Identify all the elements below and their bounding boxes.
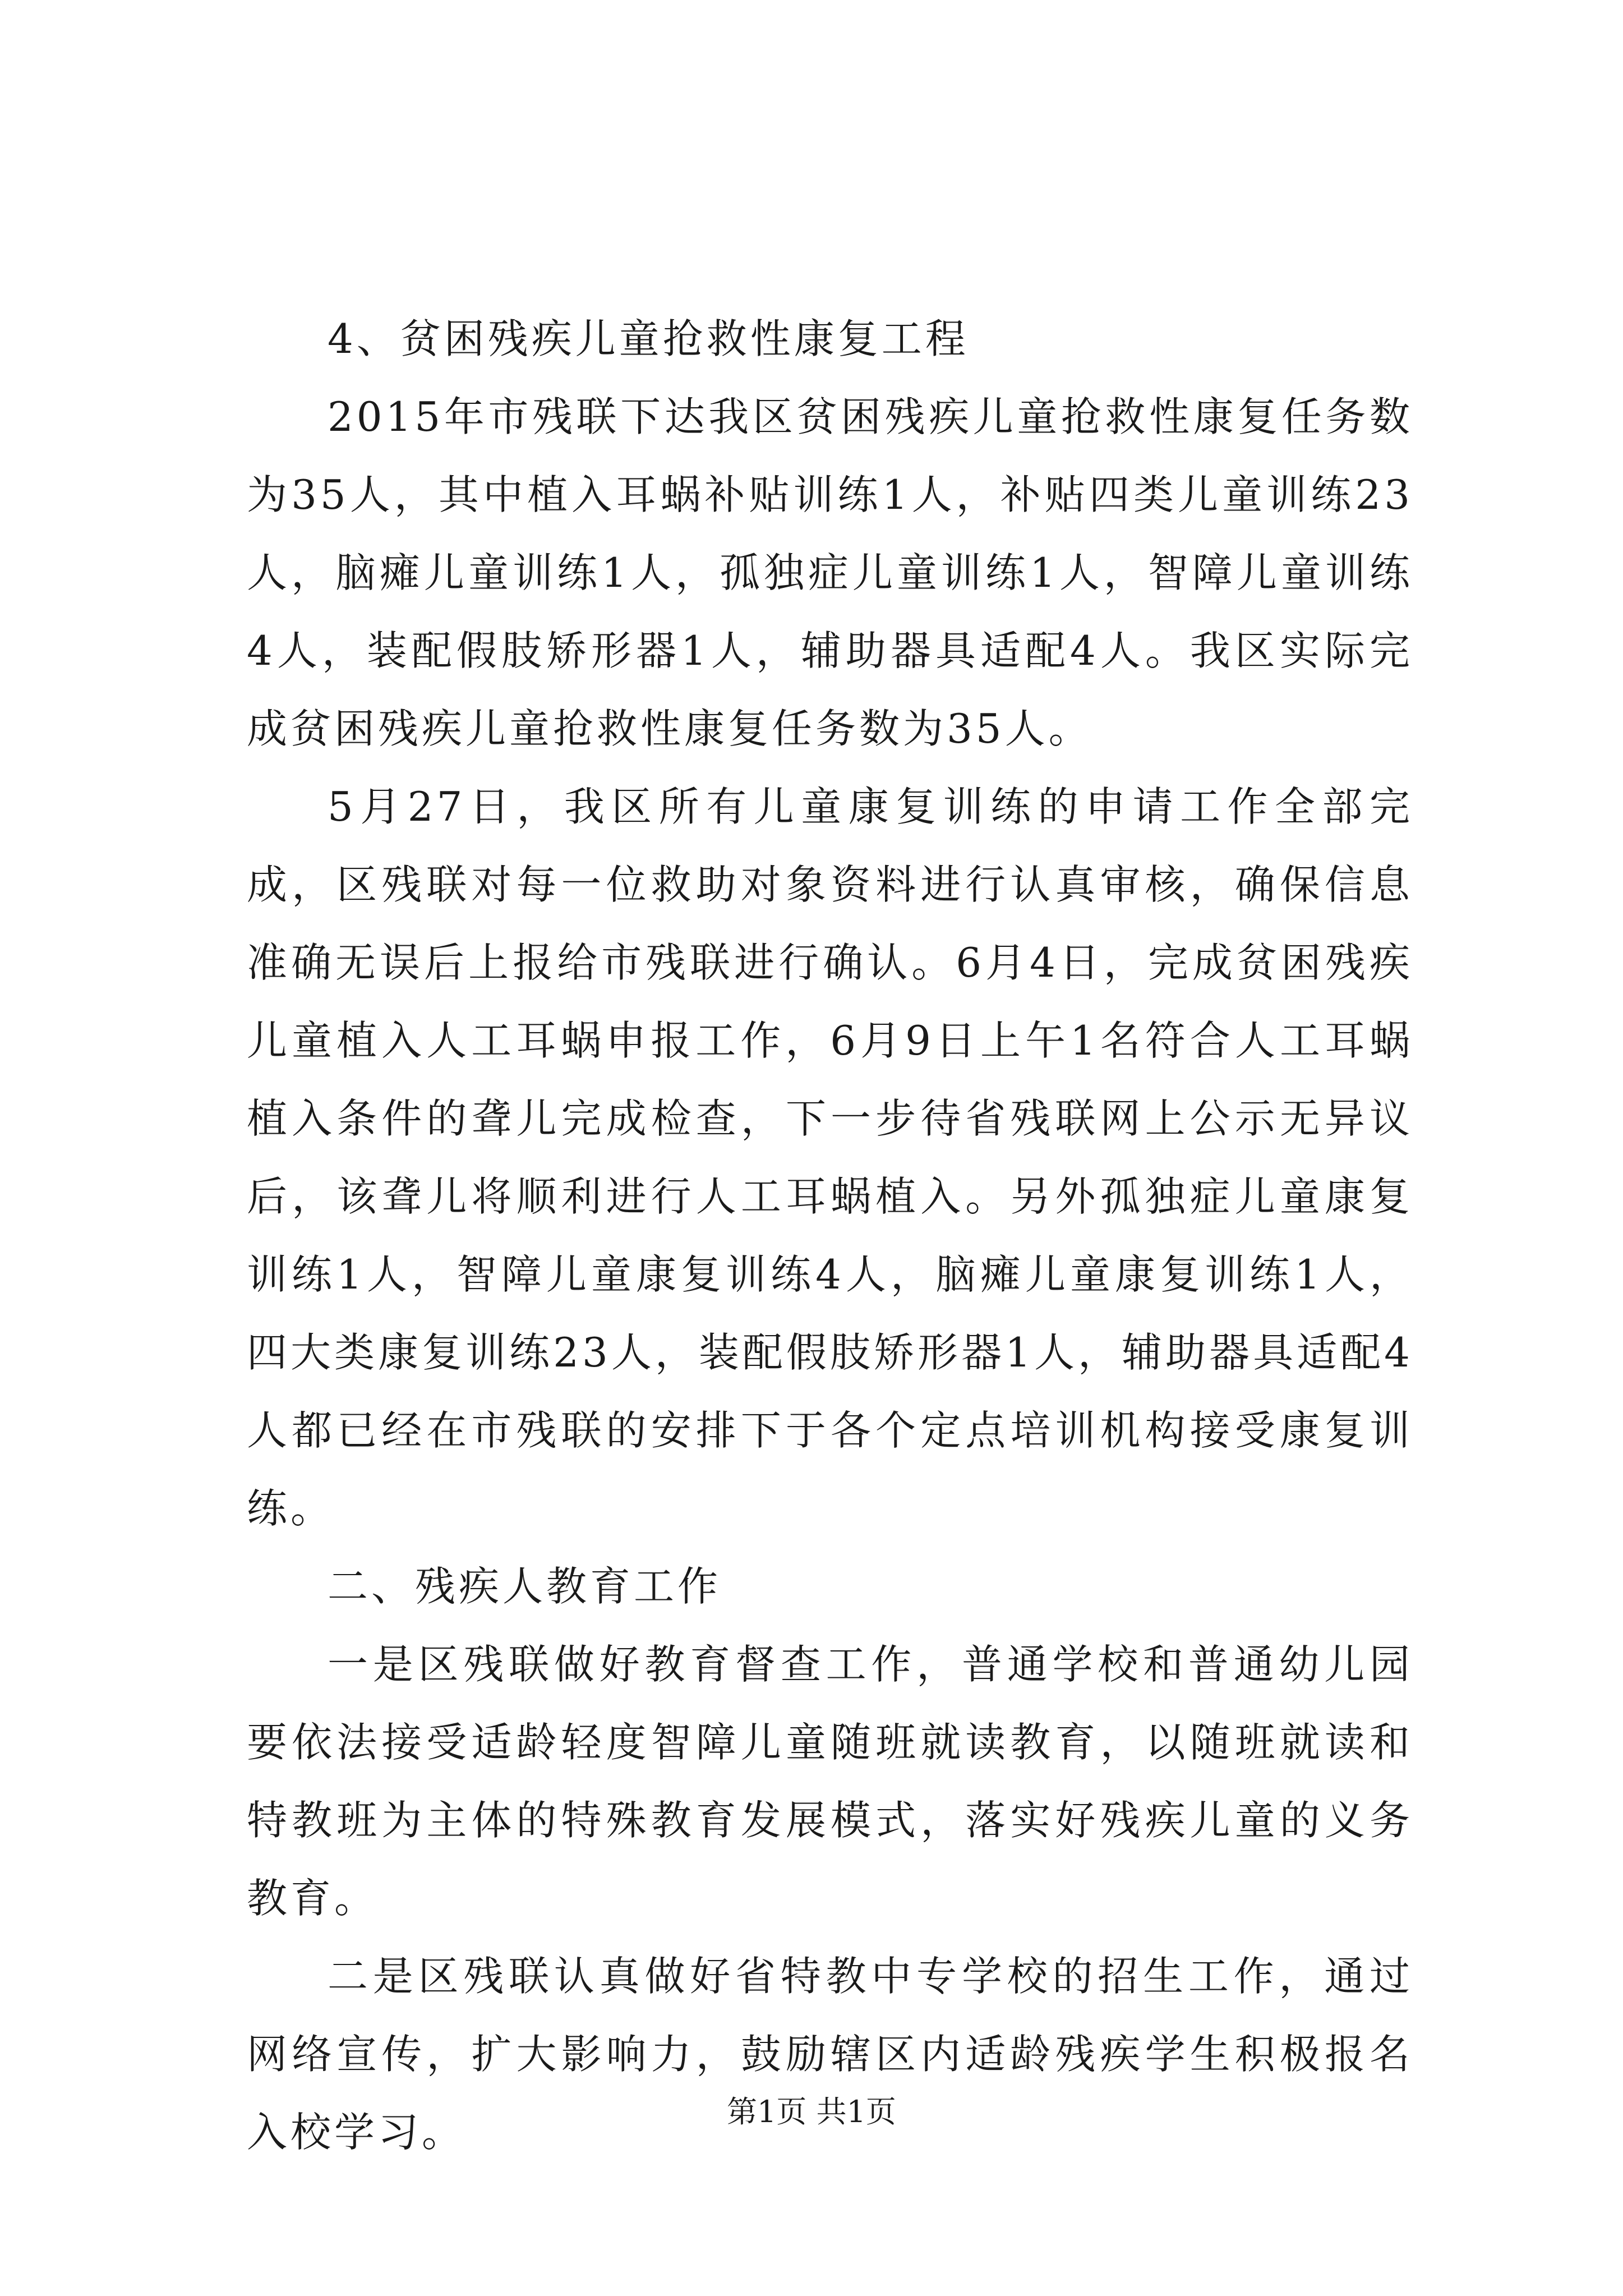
section-heading-rehab-project: 4、贫困残疾儿童抢救性康复工程 [328, 315, 969, 362]
paragraph-task-summary: 2015年市残联下达我区贫困残疾儿童抢救性康复任务数为35人，其中植入耳蜗补贴训练1人，补贴四类儿童训练23人，脑瘫儿童训练1人，孤独症儿童训练1人，智障儿童训练4人，装配假肢矫形器1人，辅助器具适配4人。我区实际完成贫困残疾儿童抢救性康复任务数为35人。 [247, 393, 1413, 752]
paragraph-education-supervision: 一是区残联做好教育督查工作，普通学校和普通幼儿园要依法接受适龄轻度智障儿童随班就读教育，以随班就读和特教班为主体的特殊教育发展模式，落实好残疾儿童的义务教育。 [247, 1641, 1413, 1922]
paragraph-enrollment: 二是区残联认真做好省特教中专学校的招生工作，通过网络宣传，扩大影响力，鼓励辖区内适龄残疾学生积极报名入校学习。 [247, 1953, 1413, 2156]
section-heading-education: 二、残疾人教育工作 [328, 1563, 722, 1610]
page-footer: 第1页 共1页 [727, 2094, 896, 2129]
paragraph-progress-details: 5月27日，我区所有儿童康复训练的申请工作全部完成，区残联对每一位救助对象资料进行认真审核，确保信息准确无误后上报给市残联进行确认。6月4日，完成贫困残疾儿童植入人工耳蜗申报工作，6月9日上午1名符合人工耳蜗植入条件的聋儿完成检查，下一步待省残联网上公示无异议后，该聋儿将顺利进行人工耳蜗植入。另外孤独症儿童康复训练1人，智障儿童康复训练4人，脑瘫儿童康复训练1人，四大类康复训练23人，装配假肢矫形器1人，辅助器具适配4人都已经在市残联的安排下于各个定点培训机构接受康复训练。 [247, 783, 1413, 1532]
document-body [247, 300, 1413, 2171]
